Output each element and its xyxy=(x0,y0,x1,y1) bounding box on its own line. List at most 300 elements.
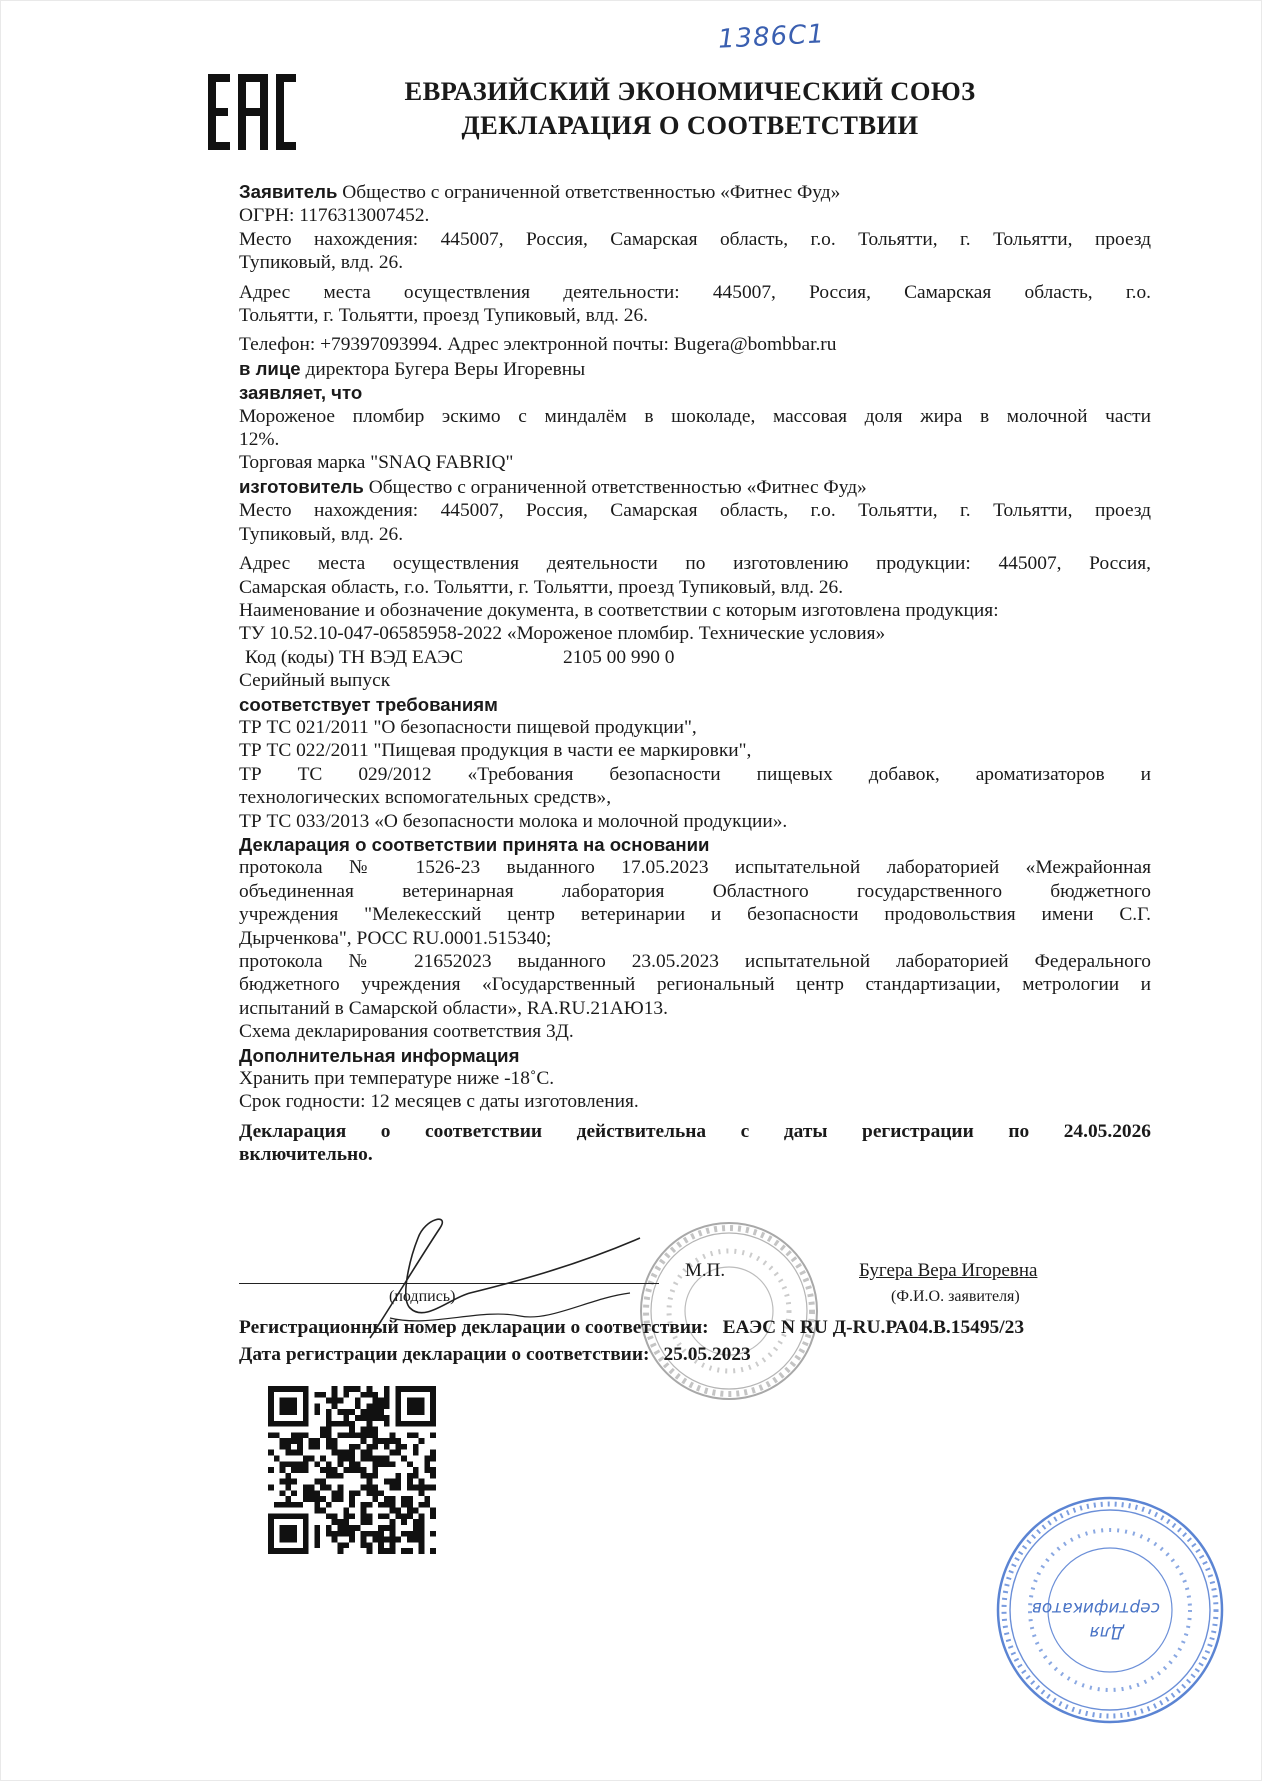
qr-module xyxy=(268,1421,274,1427)
qr-module xyxy=(384,1386,390,1392)
qr-module xyxy=(314,1444,320,1450)
qr-module xyxy=(361,1456,367,1462)
qr-module xyxy=(424,1467,430,1473)
registration-date-value: 25.05.2023 xyxy=(663,1344,751,1365)
qr-module xyxy=(343,1456,349,1462)
full-name-caption: (Ф.И.О. заявителя) xyxy=(891,1288,1020,1305)
qr-module xyxy=(297,1513,303,1519)
qr-module xyxy=(361,1513,367,1519)
qr-module xyxy=(401,1421,407,1427)
qr-module xyxy=(401,1513,407,1519)
qr-module xyxy=(384,1513,390,1519)
qr-module xyxy=(424,1461,430,1467)
qr-module xyxy=(268,1386,274,1392)
qr-module xyxy=(280,1502,286,1508)
qr-module xyxy=(378,1531,384,1537)
qr-module xyxy=(274,1386,280,1392)
qr-module xyxy=(395,1438,401,1444)
qr-module xyxy=(372,1461,378,1467)
qr-module xyxy=(361,1409,367,1415)
qr-module xyxy=(285,1409,291,1415)
qr-module xyxy=(291,1421,297,1427)
qr-module xyxy=(268,1542,274,1548)
qr-module xyxy=(430,1403,436,1409)
qr-module xyxy=(338,1473,344,1479)
registration-number-row xyxy=(239,1314,1024,1341)
manufacturer-production-2: Самарская область, г.о. Тольятти, г. Тольятти, проезд Тупиковый, влд. 26. xyxy=(239,576,844,598)
qr-module xyxy=(372,1444,378,1450)
qr-module xyxy=(413,1473,419,1479)
manufacturer-doc-label: Наименование и обозначение документа, в соответствии с которым изготовлена продукция: xyxy=(239,599,999,621)
qr-module xyxy=(424,1456,430,1462)
qr-module xyxy=(291,1432,297,1438)
qr-module xyxy=(384,1502,390,1508)
qr-module xyxy=(384,1496,390,1502)
qr-module xyxy=(378,1548,384,1554)
qr-module xyxy=(309,1456,315,1462)
qr-module xyxy=(384,1403,390,1409)
qr-module xyxy=(285,1403,291,1409)
qr-module xyxy=(407,1484,413,1490)
qr-module xyxy=(349,1537,355,1543)
requirement-3-line-2: технологических вспомогательных средств», xyxy=(239,787,612,809)
qr-module xyxy=(338,1490,344,1496)
qr-module xyxy=(419,1548,425,1554)
qr-module xyxy=(332,1450,338,1456)
qr-module xyxy=(361,1427,367,1433)
qr-module xyxy=(390,1496,396,1502)
qr-module xyxy=(303,1484,309,1490)
qr-module xyxy=(413,1508,419,1514)
qr-module xyxy=(303,1490,309,1496)
qr-module xyxy=(361,1415,367,1421)
qr-module xyxy=(407,1398,413,1404)
qr-module xyxy=(343,1508,349,1514)
qr-module xyxy=(361,1531,367,1537)
qr-module xyxy=(390,1548,396,1554)
qr-module xyxy=(280,1398,286,1404)
qr-module xyxy=(401,1531,407,1537)
qr-module xyxy=(268,1548,274,1554)
qr-module xyxy=(332,1444,338,1450)
qr-module xyxy=(332,1496,338,1502)
qr-module xyxy=(419,1531,425,1537)
qr-module xyxy=(268,1432,274,1438)
qr-module xyxy=(366,1479,372,1485)
qr-module xyxy=(285,1386,291,1392)
hs-code-row xyxy=(239,646,1151,669)
qr-module xyxy=(274,1456,280,1462)
qr-module xyxy=(285,1537,291,1543)
applicant-phone: Телефон: +79397093994. Адрес электронной почты: Bugera@bombbar.ru xyxy=(239,334,837,356)
qr-module xyxy=(378,1409,384,1415)
qr-module xyxy=(366,1542,372,1548)
qr-module xyxy=(372,1398,378,1404)
qr-module xyxy=(303,1456,309,1462)
qr-module xyxy=(430,1456,436,1462)
qr-module xyxy=(338,1461,344,1467)
qr-module xyxy=(314,1496,320,1502)
qr-module xyxy=(326,1438,332,1444)
qr-module xyxy=(274,1548,280,1554)
qr-module xyxy=(390,1479,396,1485)
signature-caption: (подпись) xyxy=(389,1288,456,1305)
qr-module xyxy=(280,1421,286,1427)
qr-module xyxy=(268,1513,274,1519)
qr-module xyxy=(314,1461,320,1467)
qr-module xyxy=(320,1392,326,1398)
qr-module xyxy=(355,1415,361,1421)
qr-module xyxy=(297,1421,303,1427)
qr-module xyxy=(291,1490,297,1496)
applicant-activity-1: Адрес места осуществления деятельности: 445007, Россия, Самарская область, г.о. xyxy=(239,281,1151,303)
qr-module xyxy=(378,1438,384,1444)
qr-module xyxy=(372,1438,378,1444)
qr-module xyxy=(280,1467,286,1473)
qr-module xyxy=(395,1421,401,1427)
qr-module xyxy=(285,1496,291,1502)
applicant-location-2: Тупиковый, влд. 26. xyxy=(239,252,404,274)
qr-module xyxy=(366,1432,372,1438)
qr-module xyxy=(268,1519,274,1525)
qr-module xyxy=(349,1513,355,1519)
qr-module xyxy=(390,1519,396,1525)
qr-module xyxy=(332,1531,338,1537)
qr-module xyxy=(326,1513,332,1519)
qr-module xyxy=(309,1496,315,1502)
qr-module xyxy=(384,1525,390,1531)
qr-module xyxy=(384,1398,390,1404)
qr-module xyxy=(280,1479,286,1485)
qr-module xyxy=(430,1508,436,1514)
qr-module xyxy=(303,1519,309,1525)
qr-module xyxy=(274,1432,280,1438)
qr-module xyxy=(349,1490,355,1496)
qr-module xyxy=(280,1386,286,1392)
qr-module xyxy=(320,1508,326,1514)
qr-module xyxy=(361,1508,367,1514)
qr-module xyxy=(349,1409,355,1415)
qr-module xyxy=(326,1502,332,1508)
qr-module xyxy=(274,1513,280,1519)
qr-module xyxy=(343,1542,349,1548)
qr-module xyxy=(343,1392,349,1398)
qr-module xyxy=(332,1398,338,1404)
protocol-1-line-4: Дырченкова", РОСС RU.0001.515340; xyxy=(239,927,552,949)
qr-module xyxy=(320,1427,326,1433)
qr-module xyxy=(297,1438,303,1444)
qr-module xyxy=(430,1415,436,1421)
registration-number-label: Регистрационный номер декларации о соответствии: xyxy=(239,1317,709,1338)
qr-module xyxy=(332,1537,338,1543)
qr-module xyxy=(338,1542,344,1548)
qr-module xyxy=(355,1386,361,1392)
qr-module xyxy=(407,1432,413,1438)
requirement-4: ТР ТС 033/2013 «О безопасности молока и молочной продукции». xyxy=(239,810,788,832)
qr-module xyxy=(291,1467,297,1473)
qr-module xyxy=(395,1513,401,1519)
product-name-1: Мороженое пломбир эскимо с миндалём в шоколаде, массовая доля жира в молочной части xyxy=(239,405,1151,427)
qr-module xyxy=(297,1548,303,1554)
qr-module xyxy=(413,1450,419,1456)
qr-module xyxy=(343,1467,349,1473)
qr-module xyxy=(390,1531,396,1537)
qr-module xyxy=(274,1502,280,1508)
applicant-line xyxy=(239,180,1151,204)
qr-module xyxy=(407,1421,413,1427)
qr-module xyxy=(355,1525,361,1531)
qr-module xyxy=(332,1392,338,1398)
qr-module xyxy=(378,1537,384,1543)
qr-module xyxy=(314,1479,320,1485)
qr-module xyxy=(303,1415,309,1421)
qr-module xyxy=(430,1467,436,1473)
qr-module xyxy=(430,1409,436,1415)
qr-module xyxy=(413,1519,419,1525)
qr-module xyxy=(338,1548,344,1554)
protocol-2-line-3: испытаний в Самарской области», RA.RU.21АЮ13. xyxy=(239,997,668,1019)
qr-module xyxy=(303,1496,309,1502)
registration-date-label: Дата регистрации декларации о соответствии: xyxy=(239,1344,650,1365)
qr-module xyxy=(280,1461,286,1467)
qr-module xyxy=(303,1421,309,1427)
hs-code-value: 2105 00 990 0 xyxy=(563,646,675,668)
qr-module xyxy=(303,1432,309,1438)
qr-module xyxy=(285,1450,291,1456)
qr-module xyxy=(314,1409,320,1415)
qr-module xyxy=(413,1432,419,1438)
applicant-name: Общество с ограниченной ответственностью «Фитнес Фуд» xyxy=(337,182,841,203)
qr-module xyxy=(349,1432,355,1438)
qr-module xyxy=(303,1548,309,1554)
qr-module xyxy=(366,1519,372,1525)
applicant-location-1: Место нахождения: 445007, Россия, Самарская область, г.о. Тольятти, г. Тольятти, проезд xyxy=(239,228,1151,250)
qr-module xyxy=(395,1409,401,1415)
requirement-1: ТР ТС 021/2011 "О безопасности пищевой продукции", xyxy=(239,716,697,738)
qr-module xyxy=(430,1513,436,1519)
qr-module xyxy=(419,1479,425,1485)
qr-module xyxy=(349,1461,355,1467)
registration-number-value: ЕАЭС N RU Д-RU.РА04.В.15495/23 xyxy=(722,1317,1025,1338)
qr-module xyxy=(378,1542,384,1548)
qr-module xyxy=(338,1484,344,1490)
protocol-1-line-1: протокола № 1526-23 выданного 17.05.2023 испытательной лабораторией «Межрайонная xyxy=(239,857,1151,879)
qr-module xyxy=(349,1456,355,1462)
qr-module xyxy=(366,1403,372,1409)
qr-module xyxy=(303,1461,309,1467)
qr-module xyxy=(338,1525,344,1531)
applicant-label: Заявитель xyxy=(239,181,338,202)
qr-module xyxy=(268,1409,274,1415)
qr-module xyxy=(280,1444,286,1450)
qr-module xyxy=(378,1461,384,1467)
qr-module xyxy=(280,1531,286,1537)
qr-module xyxy=(285,1398,291,1404)
qr-module xyxy=(309,1438,315,1444)
qr-module xyxy=(291,1531,297,1537)
qr-module xyxy=(332,1490,338,1496)
applicant-person-line xyxy=(239,357,1151,381)
qr-module xyxy=(326,1473,332,1479)
qr-module xyxy=(355,1467,361,1473)
qr-module xyxy=(291,1409,297,1415)
protocol-1-line-3: учреждения "Мелекесский центр ветеринарии и безопасности продовольствия имени С.Г. xyxy=(239,904,1151,926)
qr-module xyxy=(297,1502,303,1508)
qr-module xyxy=(343,1519,349,1525)
qr-module xyxy=(366,1392,372,1398)
qr-module xyxy=(320,1467,326,1473)
qr-module xyxy=(372,1432,378,1438)
qr-module xyxy=(303,1403,309,1409)
qr-module xyxy=(401,1548,407,1554)
qr-module xyxy=(372,1531,378,1537)
qr-module xyxy=(268,1450,274,1456)
qr-module xyxy=(332,1403,338,1409)
qr-module xyxy=(384,1479,390,1485)
qr-module xyxy=(280,1513,286,1519)
manufacturer-doc: ТУ 10.52.10-047-06585958-2022 «Мороженое пломбир. Технические условия» xyxy=(239,623,886,645)
qr-module xyxy=(378,1490,384,1496)
qr-module xyxy=(349,1450,355,1456)
qr-module xyxy=(413,1467,419,1473)
qr-module xyxy=(355,1403,361,1409)
qr-module xyxy=(395,1444,401,1450)
qr-module xyxy=(268,1392,274,1398)
qr-module xyxy=(401,1444,407,1450)
qr-module xyxy=(332,1421,338,1427)
qr-module xyxy=(430,1386,436,1392)
qr-module xyxy=(268,1525,274,1531)
qr-module xyxy=(395,1392,401,1398)
qr-module xyxy=(332,1438,338,1444)
qr-module xyxy=(343,1386,349,1392)
qr-module xyxy=(430,1531,436,1537)
qr-module xyxy=(291,1450,297,1456)
qr-module xyxy=(407,1403,413,1409)
qr-module xyxy=(372,1427,378,1433)
qr-module xyxy=(430,1432,436,1438)
qr-module xyxy=(395,1479,401,1485)
qr-module xyxy=(274,1421,280,1427)
qr-module xyxy=(291,1386,297,1392)
qr-module xyxy=(372,1473,378,1479)
qr-module xyxy=(407,1473,413,1479)
qr-module xyxy=(291,1537,297,1543)
qr-module xyxy=(349,1496,355,1502)
handwritten-note: 1386C1 xyxy=(717,19,826,55)
qr-module xyxy=(338,1519,344,1525)
qr-module xyxy=(390,1508,396,1514)
qr-module xyxy=(390,1432,396,1438)
qr-module xyxy=(268,1403,274,1409)
qr-module xyxy=(366,1456,372,1462)
qr-module xyxy=(320,1479,326,1485)
qr-module xyxy=(285,1502,291,1508)
qr-module xyxy=(285,1461,291,1467)
qr-module xyxy=(407,1461,413,1467)
qr-module xyxy=(332,1473,338,1479)
applicant-activity-2: Тольятти, г. Тольятти, проезд Тупиковый, влд. 26. xyxy=(239,305,648,327)
qr-module xyxy=(309,1444,315,1450)
qr-module xyxy=(361,1392,367,1398)
qr-module xyxy=(291,1502,297,1508)
qr-module xyxy=(419,1525,425,1531)
qr-module xyxy=(407,1513,413,1519)
qr-module xyxy=(424,1386,430,1392)
declaration-scheme: Схема декларирования соответствия 3Д. xyxy=(239,1021,574,1043)
requirements-heading: соответствует требованиям xyxy=(239,693,498,715)
qr-module xyxy=(419,1542,425,1548)
qr-module xyxy=(424,1484,430,1490)
storage-condition: Хранить при температуре ниже -18˚С. xyxy=(239,1068,555,1090)
qr-module xyxy=(384,1461,390,1467)
qr-module xyxy=(395,1403,401,1409)
qr-module xyxy=(372,1537,378,1543)
qr-module xyxy=(355,1461,361,1467)
qr-module xyxy=(413,1531,419,1537)
qr-module xyxy=(395,1415,401,1421)
eac-logo xyxy=(206,72,298,152)
qr-module xyxy=(401,1496,407,1502)
qr-module xyxy=(349,1525,355,1531)
qr-module xyxy=(419,1403,425,1409)
qr-module xyxy=(361,1502,367,1508)
qr-module xyxy=(285,1484,291,1490)
qr-module xyxy=(430,1548,436,1554)
qr-module xyxy=(390,1525,396,1531)
qr-module xyxy=(378,1398,384,1404)
qr-module xyxy=(419,1421,425,1427)
qr-module xyxy=(291,1438,297,1444)
qr-module xyxy=(280,1409,286,1415)
qr-module xyxy=(401,1519,407,1525)
qr-module xyxy=(407,1508,413,1514)
qr-module xyxy=(332,1386,338,1392)
qr-module xyxy=(407,1537,413,1543)
qr-module xyxy=(332,1467,338,1473)
person-label: в лице xyxy=(239,357,301,379)
blue-stamp-center xyxy=(990,1490,1230,1730)
qr-module xyxy=(395,1537,401,1543)
additional-heading: Дополнительная информация xyxy=(239,1044,520,1066)
qr-module xyxy=(349,1531,355,1537)
manufacturer-production-1: Адрес места осуществления деятельности по изготовлению продукции: 445007, Россия, xyxy=(239,553,1151,575)
qr-module xyxy=(303,1386,309,1392)
qr-module xyxy=(314,1502,320,1508)
qr-module xyxy=(366,1473,372,1479)
qr-module xyxy=(413,1484,419,1490)
protocol-1-line-2: объединенная ветеринарная лаборатория Областного государственного бюджетного xyxy=(239,880,1151,902)
qr-module xyxy=(343,1432,349,1438)
qr-module xyxy=(401,1456,407,1462)
qr-module xyxy=(372,1484,378,1490)
qr-module xyxy=(378,1456,384,1462)
qr-module xyxy=(413,1444,419,1450)
qr-module xyxy=(384,1537,390,1543)
qr-module xyxy=(424,1421,430,1427)
qr-module xyxy=(297,1461,303,1467)
qr-module xyxy=(326,1398,332,1404)
document-header xyxy=(330,74,1050,142)
qr-module xyxy=(424,1502,430,1508)
qr-module xyxy=(372,1403,378,1409)
qr-module xyxy=(303,1542,309,1548)
qr-module xyxy=(355,1444,361,1450)
qr-module xyxy=(366,1415,372,1421)
header-declaration-title: ДЕКЛАРАЦИЯ О СООТВЕТСТВИИ xyxy=(461,110,919,140)
qr-module xyxy=(332,1513,338,1519)
qr-module xyxy=(297,1467,303,1473)
